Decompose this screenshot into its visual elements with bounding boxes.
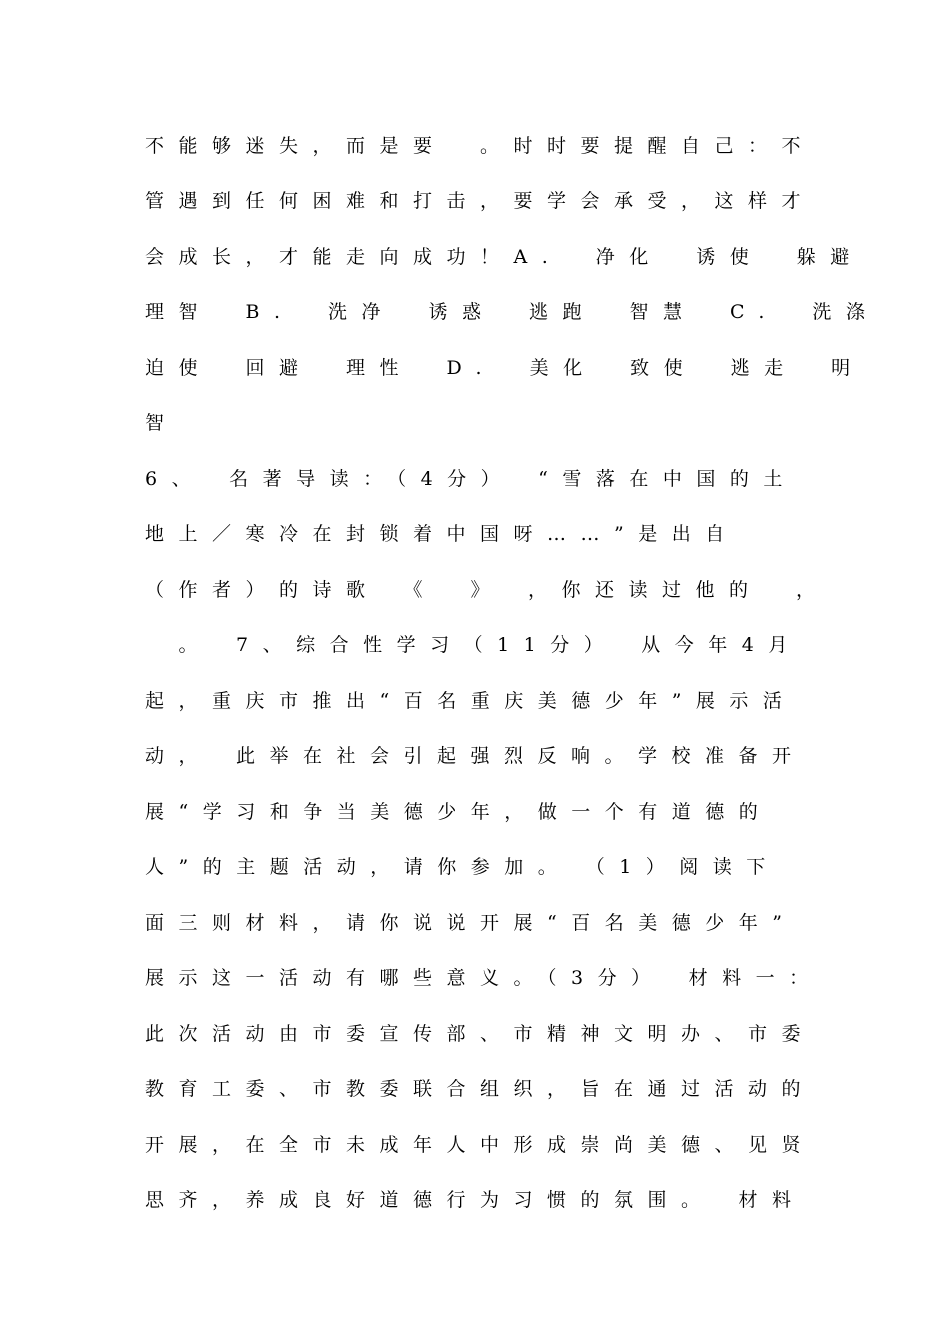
- text-line: 会成长，才能走向成功！A. 净化 诱使 躲避: [145, 246, 864, 268]
- text-line: 开展，在全市未成年人中形成崇尚美德、见贤: [145, 1134, 816, 1156]
- text-line: 动， 此举在社会引起强烈反响。学校准备开: [145, 745, 806, 767]
- text-line: 不能够迷失，而是要 。时时要提醒自己：不: [145, 135, 816, 157]
- text-line: 智: [145, 412, 179, 434]
- text-line: 理智 B. 洗净 诱惑 逃跑 智慧 C. 洗涤: [145, 301, 880, 323]
- text-line: 。 7、综合性学习（11分） 从今年4月: [145, 634, 802, 656]
- text-line: （作者）的诗歌 《 》 ，你还读过他的 ，: [145, 579, 830, 601]
- text-line: 展示这一活动有哪些意义。（3分） 材料一：: [145, 967, 823, 989]
- text-line: 6、 名著导读：（4分） “雪落在中国的土: [145, 468, 797, 490]
- text-line: 思齐，养成良好道德行为习惯的氛围。 材料: [145, 1189, 806, 1211]
- text-line: 教育工委、市教委联合组织，旨在通过活动的: [145, 1078, 816, 1100]
- text-line: 此次活动由市委宣传部、市精神文明办、市委: [145, 1023, 816, 1045]
- text-line: 起，重庆市推出“百名重庆美德少年”展示活: [145, 690, 797, 712]
- text-line: 地上／寒冷在封锁着中国呀……”是出自: [145, 523, 739, 545]
- text-line: 管遇到任何困难和打击，要学会承受，这样才: [145, 190, 816, 212]
- text-line: 面三则材料，请你说说开展“百名美德少年”: [145, 912, 797, 934]
- text-line: 迫使 回避 理性 D. 美化 致使 逃走 明: [145, 357, 865, 379]
- text-line: 人”的主题活动，请你参加。 （1）阅读下: [145, 856, 780, 878]
- text-line: 展“学习和争当美德少年，做一个有道德的: [145, 801, 773, 823]
